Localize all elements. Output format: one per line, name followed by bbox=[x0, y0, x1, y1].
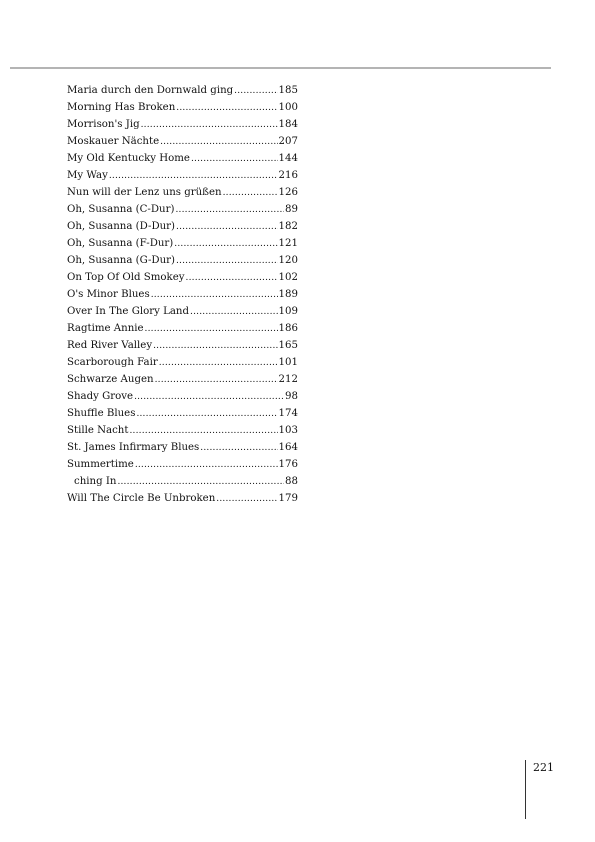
toc-entry-title: My Old Kentucky Home bbox=[67, 153, 190, 164]
toc-entry bbox=[67, 320, 298, 337]
toc-entry-page: 120 bbox=[278, 255, 298, 266]
page-number-rule bbox=[525, 760, 526, 819]
toc-entry-title: Oh, Susanna (C-Dur) bbox=[67, 204, 175, 215]
toc-entry bbox=[67, 218, 298, 235]
toc-entry-page: 179 bbox=[278, 493, 298, 504]
dot-leader bbox=[200, 440, 277, 457]
toc-entry bbox=[67, 116, 298, 133]
header-rule bbox=[10, 67, 551, 69]
toc-entry bbox=[67, 99, 298, 116]
toc-entry-page: 185 bbox=[278, 85, 298, 96]
toc-entry-page: 102 bbox=[278, 272, 298, 283]
toc-entry-page: 212 bbox=[278, 374, 298, 385]
toc-entry-page: 144 bbox=[278, 153, 298, 164]
toc-entry-page: 174 bbox=[278, 408, 298, 419]
toc-entry bbox=[67, 201, 298, 218]
toc-entry-page: 100 bbox=[278, 102, 298, 113]
toc-entry bbox=[67, 150, 298, 167]
dot-leader bbox=[153, 338, 277, 355]
toc-entry-page: 189 bbox=[278, 289, 298, 300]
toc-entry-title: Scarborough Fair bbox=[67, 357, 158, 368]
toc-entry-page: 98 bbox=[285, 391, 298, 402]
dot-leader bbox=[151, 287, 278, 304]
dot-leader bbox=[117, 474, 284, 491]
dot-leader bbox=[176, 253, 278, 270]
toc-entry-page: 103 bbox=[278, 425, 298, 436]
dot-leader bbox=[159, 355, 278, 372]
toc-entry-title: Stille Nacht bbox=[67, 425, 129, 436]
toc-entry-page: 186 bbox=[278, 323, 298, 334]
dot-leader bbox=[129, 423, 277, 440]
toc-entry bbox=[67, 473, 298, 490]
dot-leader bbox=[176, 219, 278, 236]
toc-entry-title: On Top Of Old Smokey bbox=[67, 272, 185, 283]
toc-entry bbox=[67, 286, 298, 303]
song-index-list bbox=[67, 82, 298, 507]
dot-leader bbox=[191, 151, 278, 168]
dot-leader bbox=[136, 406, 277, 423]
toc-entry-page: 176 bbox=[278, 459, 298, 470]
toc-entry-page: 88 bbox=[285, 476, 298, 487]
toc-entry-page: 109 bbox=[278, 306, 298, 317]
dot-leader bbox=[174, 236, 277, 253]
toc-entry bbox=[67, 371, 298, 388]
toc-entry-title: Ragtime Annie bbox=[67, 323, 144, 334]
toc-entry bbox=[67, 422, 298, 439]
toc-entry-title: ching In bbox=[74, 476, 117, 487]
toc-entry bbox=[67, 167, 298, 184]
toc-entry bbox=[67, 490, 298, 507]
page-number: 221 bbox=[533, 761, 554, 774]
toc-entry-title: Morrison's Jig bbox=[67, 119, 140, 130]
toc-entry bbox=[67, 456, 298, 473]
toc-entry-title: Oh, Susanna (F-Dur) bbox=[67, 238, 174, 249]
toc-entry bbox=[67, 252, 298, 269]
toc-entry bbox=[67, 405, 298, 422]
dot-leader bbox=[109, 168, 278, 185]
toc-entry-page: 89 bbox=[285, 204, 298, 215]
dot-leader bbox=[155, 372, 278, 389]
toc-entry bbox=[67, 337, 298, 354]
dot-leader bbox=[135, 457, 278, 474]
toc-entry-title: Shuffle Blues bbox=[67, 408, 136, 419]
dot-leader bbox=[134, 389, 284, 406]
toc-entry-page: 164 bbox=[278, 442, 298, 453]
toc-entry-title: Oh, Susanna (G-Dur) bbox=[67, 255, 175, 266]
toc-entry-title: Schwarze Augen bbox=[67, 374, 154, 385]
toc-entry-page: 184 bbox=[278, 119, 298, 130]
toc-entry-title: Over In The Glory Land bbox=[67, 306, 190, 317]
toc-entry-title: Oh, Susanna (D-Dur) bbox=[67, 221, 176, 232]
toc-entry bbox=[67, 269, 298, 286]
dot-leader bbox=[186, 270, 278, 287]
toc-entry bbox=[67, 388, 298, 405]
toc-entry-title: O's Minor Blues bbox=[67, 289, 150, 300]
toc-entry bbox=[67, 82, 298, 99]
toc-entry-page: 126 bbox=[278, 187, 298, 198]
toc-entry-title: Moskauer Nächte bbox=[67, 136, 160, 147]
toc-entry-title: St. James Infirmary Blues bbox=[67, 442, 200, 453]
toc-entry-page: 101 bbox=[278, 357, 298, 368]
toc-entry-title: My Way bbox=[67, 170, 108, 181]
toc-entry bbox=[67, 354, 298, 371]
toc-entry bbox=[67, 303, 298, 320]
toc-entry-page: 165 bbox=[278, 340, 298, 351]
toc-entry bbox=[67, 235, 298, 252]
toc-entry bbox=[67, 184, 298, 201]
toc-entry-title: Morning Has Broken bbox=[67, 102, 176, 113]
toc-entry-title: Nun will der Lenz uns grüßen bbox=[67, 187, 222, 198]
dot-leader bbox=[145, 321, 278, 338]
toc-entry-page: 182 bbox=[278, 221, 298, 232]
dot-leader bbox=[141, 117, 278, 134]
dot-leader bbox=[223, 185, 278, 202]
toc-entry-title: Maria durch den Dornwald ging bbox=[67, 85, 234, 96]
dot-leader bbox=[216, 491, 277, 508]
toc-entry-title: Summertime bbox=[67, 459, 134, 470]
toc-entry-page: 121 bbox=[278, 238, 298, 249]
toc-entry-title: Will The Circle Be Unbroken bbox=[67, 493, 216, 504]
toc-entry-title: Red River Valley bbox=[67, 340, 153, 351]
toc-entry bbox=[67, 133, 298, 150]
dot-leader bbox=[160, 134, 277, 151]
toc-entry bbox=[67, 439, 298, 456]
toc-entry-page: 207 bbox=[278, 136, 298, 147]
dot-leader bbox=[175, 202, 284, 219]
toc-entry-page: 216 bbox=[278, 170, 298, 181]
toc-entry-title: Shady Grove bbox=[67, 391, 134, 402]
dot-leader bbox=[234, 83, 277, 100]
dot-leader bbox=[190, 304, 278, 321]
dot-leader bbox=[176, 100, 277, 117]
